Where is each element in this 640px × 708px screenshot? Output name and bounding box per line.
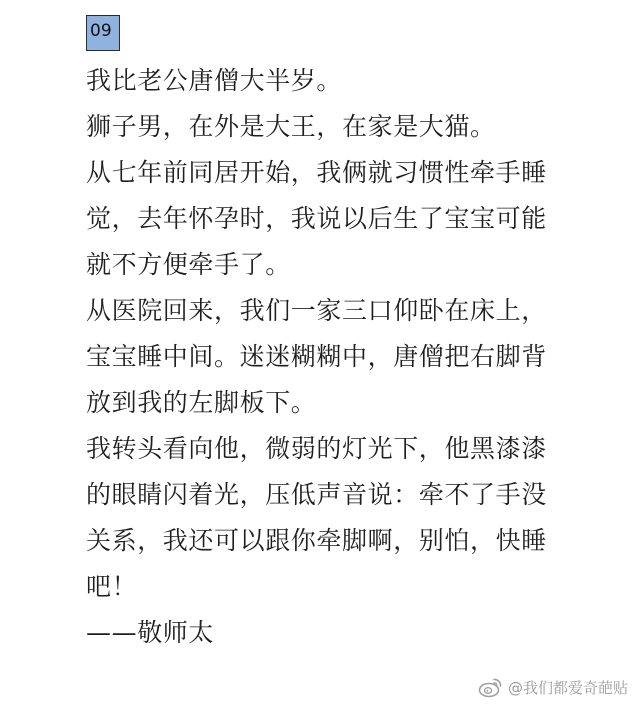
text-line: 吧！ xyxy=(86,572,138,601)
text-line: 的眼睛闪着光，压低声音说：牵不了手没 xyxy=(86,480,547,509)
text-line: 狮子男，在外是大王，在家是大猫。 xyxy=(86,112,496,141)
weibo-icon xyxy=(478,676,504,698)
story-text xyxy=(86,58,566,656)
section-number-badge: 09 xyxy=(86,15,120,51)
weibo-watermark xyxy=(478,674,628,700)
text-line: 就不方便牵手了。 xyxy=(86,250,291,279)
text-line: 我转头看向他，微弱的灯光下，他黑漆漆 xyxy=(86,434,547,463)
text-line: 关系，我还可以跟你牵脚啊，别怕，快睡 xyxy=(86,526,547,555)
watermark-text: @我们都爱奇葩贴 xyxy=(507,678,628,697)
text-line: 从医院回来，我们一家三口仰卧在床上， xyxy=(86,296,547,325)
text-line: 宝宝睡中间。迷迷糊糊中，唐僧把右脚背 xyxy=(86,342,547,371)
text-line: 放到我的左脚板下。 xyxy=(86,388,317,417)
author-signature: ——敬师太 xyxy=(86,618,215,647)
text-line: 觉，去年怀孕时，我说以后生了宝宝可能 xyxy=(86,204,547,233)
text-line: 从七年前同居开始，我俩就习惯性牵手睡 xyxy=(86,158,547,187)
text-line: 我比老公唐僧大半岁。 xyxy=(86,66,343,95)
